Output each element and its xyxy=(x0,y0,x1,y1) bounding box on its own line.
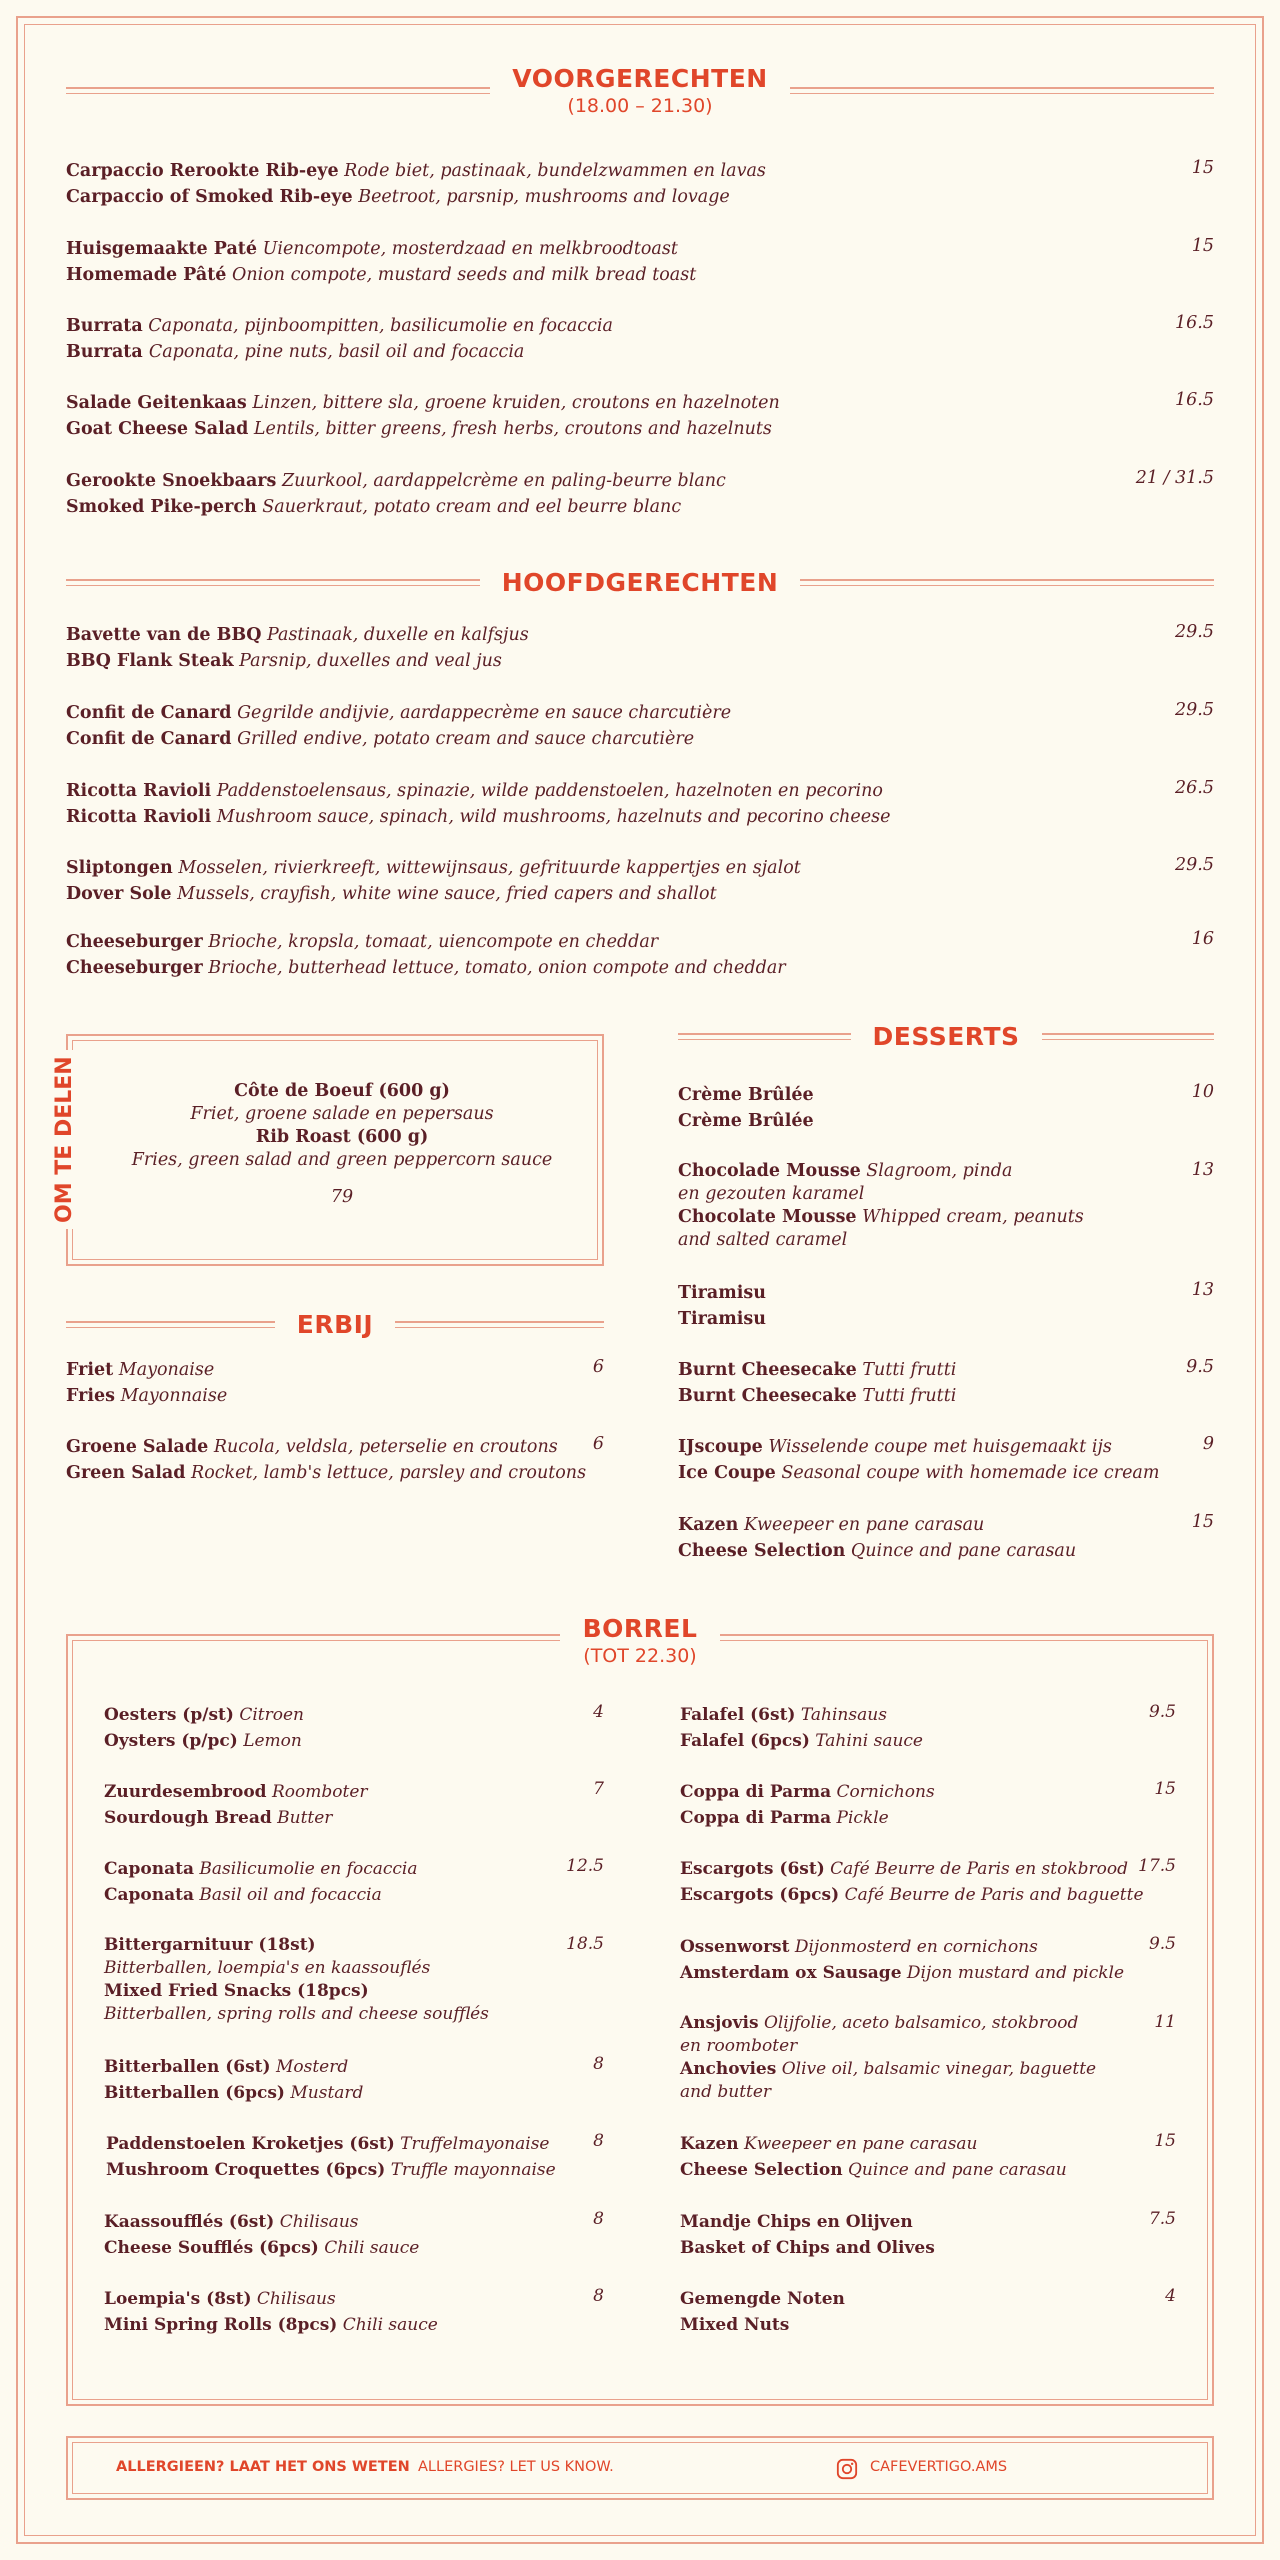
item-price: 16.5 xyxy=(1175,390,1214,410)
item-name-nl: Gemengde Noten xyxy=(680,2289,845,2309)
item-desc-en: Mussels, crayfish, white wine sauce, fried capers and shallot xyxy=(177,884,717,904)
item-desc-nl: Paddenstoelensaus, spinazie, wilde paddenstoelen, hazelnoten en pecorino xyxy=(216,781,883,801)
item-name-nl: Caponata xyxy=(104,1859,195,1879)
item-desc-nl: Wisselende coupe met huisgemaakt ijs xyxy=(768,1437,1112,1457)
item-name-nl: IJscoupe xyxy=(678,1437,763,1457)
item-price: 8 xyxy=(593,2209,604,2229)
item-desc-en: Tahini sauce xyxy=(815,1731,923,1751)
item-price: 6 xyxy=(592,1357,604,1377)
item-desc-nl: Caponata, pijnboompitten, basilicumolie en focaccia xyxy=(148,316,613,336)
item-name-en: Coppa di Parma xyxy=(680,1808,832,1828)
item-name-nl: Burrata xyxy=(66,316,143,336)
item-desc-nl: Chilisaus xyxy=(279,2212,359,2232)
menu-item xyxy=(680,2012,1096,2104)
item-price: 11 xyxy=(1154,2012,1176,2032)
item-price: 15 xyxy=(1154,1779,1176,1799)
menu-item xyxy=(66,390,780,442)
item-name-en: Bitterballen (6pcs) xyxy=(104,2083,285,2103)
item-price: 9.5 xyxy=(1148,1702,1176,1722)
menu-item xyxy=(680,2131,1067,2183)
item-desc-nl: Café Beurre de Paris en stokbrood xyxy=(830,1859,1129,1879)
item-desc-nl: Tahinsaus xyxy=(800,1705,887,1725)
voorgerechten-hours: (18.00 – 21.30) xyxy=(567,95,713,117)
item-name-en: Caponata xyxy=(104,1885,195,1905)
item-desc-en: Dijon mustard and pickle xyxy=(906,1963,1125,1983)
share-desc-en: Fries, green salad and green peppercorn sauce xyxy=(131,1150,553,1170)
item-desc-en: Caponata, pine nuts, basil oil and focaccia xyxy=(148,342,525,362)
item-desc-en: Quince and pane carasau xyxy=(847,2160,1067,2180)
item-name-nl: Zuurdesembrood xyxy=(104,1782,267,1802)
menu-item xyxy=(678,1160,1084,1252)
item-desc-en: Lemon xyxy=(243,1731,302,1751)
item-name-nl: Friet xyxy=(66,1360,114,1380)
item-name-nl: Chocolade Mousse xyxy=(678,1161,861,1181)
item-desc-nl: Uiencompote, mosterdzaad en melkbroodtoast xyxy=(262,239,678,259)
item-name-nl: Loempia's (8st) xyxy=(104,2289,252,2309)
item-name-nl: Sliptongen xyxy=(66,858,173,878)
item-desc-nl: Olijfolie, aceto balsamico, stokbrood xyxy=(763,2013,1079,2033)
desserts-title: DESSERTS xyxy=(872,1022,1020,1051)
menu-item xyxy=(66,929,786,981)
item-name-en: Mini Spring Rolls (8pcs) xyxy=(104,2315,338,2335)
item-desc-en: Sauerkraut, potato cream and eel beurre blanc xyxy=(262,497,682,517)
item-price: 9.5 xyxy=(1186,1357,1214,1377)
menu-item xyxy=(104,1702,304,1754)
voorgerechten-header xyxy=(66,64,1214,117)
item-desc-nl: Basilicumolie en focaccia xyxy=(199,1859,418,1879)
item-name-nl: Groene Salade xyxy=(66,1437,209,1457)
om-te-delen-item xyxy=(112,1080,572,1209)
item-desc-en: Whipped cream, peanuts xyxy=(862,1207,1084,1227)
item-desc-en: Chili sauce xyxy=(342,2315,438,2335)
menu-item xyxy=(66,313,613,365)
item-desc-nl: Rode biet, pastinaak, bundelzwammen en lavas xyxy=(344,161,766,181)
item-desc-en: Beetroot, parsnip, mushrooms and lovage xyxy=(358,187,730,207)
item-price: 10 xyxy=(1191,1082,1214,1102)
item-price: 4 xyxy=(593,1702,604,1722)
menu-item xyxy=(678,1512,1076,1564)
item-price: 16.5 xyxy=(1175,313,1214,333)
menu-item xyxy=(104,1779,368,1831)
share-desc-nl: Friet, groene salade en pepersaus xyxy=(190,1104,494,1124)
item-desc-nl: Cornichons xyxy=(836,1782,935,1802)
item-price: 4 xyxy=(1165,2286,1176,2306)
item-desc-nl: Rucola, veldsla, peterselie en croutons xyxy=(213,1437,558,1457)
item-desc-nl: Truffelmayonaise xyxy=(400,2134,550,2154)
item-price: 12.5 xyxy=(566,1856,604,1876)
share-name-nl: Côte de Boeuf (600 g) xyxy=(234,1081,450,1101)
menu-item xyxy=(66,468,726,520)
item-name-nl: Ansjovis xyxy=(680,2013,759,2033)
item-name-en: Smoked Pike-perch xyxy=(66,497,257,517)
item-desc-nl: Mosterd xyxy=(275,2057,349,2077)
item-name-en: Green Salad xyxy=(66,1463,186,1483)
item-price: 8 xyxy=(593,2131,604,2151)
item-name-nl: Falafel (6st) xyxy=(680,1705,796,1725)
item-name-en: Cheeseburger xyxy=(66,958,203,978)
item-name-nl: Paddenstoelen Kroketjes (6st) xyxy=(106,2134,395,2154)
item-name-en: Mixed Nuts xyxy=(680,2315,790,2335)
item-desc-en-cont: and salted caramel xyxy=(678,1230,848,1250)
menu-item xyxy=(104,1934,489,2026)
item-sub-en: Bitterballen, spring rolls and cheese soufflés xyxy=(104,2004,489,2024)
instagram-icon[interactable] xyxy=(836,2458,858,2480)
item-name-en: Dover Sole xyxy=(66,884,172,904)
item-desc-nl: Gegrilde andijvie, aardappecrème en sauce charcutière xyxy=(237,703,732,723)
item-name-en: Cheese Selection xyxy=(678,1541,846,1561)
item-price: 21 / 31.5 xyxy=(1135,468,1214,488)
menu-item xyxy=(104,2054,363,2106)
item-name-en: Ice Coupe xyxy=(678,1463,776,1483)
menu-item xyxy=(680,1702,923,1754)
share-price: 79 xyxy=(330,1187,354,1207)
menu-item xyxy=(104,2286,438,2338)
item-name-en: Amsterdam ox Sausage xyxy=(680,1963,902,1983)
item-desc-en: Lentils, bitter greens, fresh herbs, croutons and hazelnuts xyxy=(253,419,772,439)
borrel-title: BORREL xyxy=(582,1614,698,1643)
item-desc-nl: Pastinaak, duxelle en kalfsjus xyxy=(267,625,529,645)
header-rule xyxy=(790,87,1214,94)
item-price: 15 xyxy=(1191,1512,1214,1532)
item-name-en: Crème Brûlée xyxy=(678,1111,814,1131)
item-price: 15 xyxy=(1191,158,1214,178)
item-price: 18.5 xyxy=(566,1934,604,1954)
item-name-en: Cheese Selection xyxy=(680,2160,843,2180)
item-name-nl: Bavette van de BBQ xyxy=(66,625,262,645)
menu-item xyxy=(66,855,801,907)
erbij-header xyxy=(66,1310,604,1339)
item-name-en: Oysters (p/pc) xyxy=(104,1731,238,1751)
item-desc-en-cont: and butter xyxy=(680,2082,772,2102)
item-price: 6 xyxy=(592,1434,604,1454)
erbij-title: ERBIJ xyxy=(296,1310,374,1339)
item-desc-nl: Chilisaus xyxy=(256,2289,336,2309)
item-desc-nl: Mosselen, rivierkreeft, wittewijnsaus, gefrituurde kappertjes en sjalot xyxy=(178,858,801,878)
item-desc-en: Parsnip, duxelles and veal jus xyxy=(239,651,502,671)
item-desc-en: Mayonnaise xyxy=(120,1386,228,1406)
item-name-en: BBQ Flank Steak xyxy=(66,651,234,671)
item-name-nl: Gerookte Snoekbaars xyxy=(66,471,277,491)
item-desc-nl: Citroen xyxy=(239,1705,304,1725)
item-name-en: Anchovies xyxy=(680,2059,777,2079)
item-name-en: Cheese Soufflés (6pcs) xyxy=(104,2238,319,2258)
menu-item xyxy=(680,2209,935,2261)
item-name-nl: Coppa di Parma xyxy=(680,1782,832,1802)
om-te-delen-title: OM TE DELEN xyxy=(52,1050,77,1229)
menu-item xyxy=(104,2209,419,2261)
item-desc-nl-cont: en gezouten karamel xyxy=(678,1184,865,1204)
item-desc-nl: Kweepeer en pane carasau xyxy=(744,2134,978,2154)
item-desc-nl: Zuurkool, aardappelcrème en paling-beurre blanc xyxy=(281,471,726,491)
borrel-hours: (TOT 22.30) xyxy=(583,1645,697,1667)
item-desc-en: Rocket, lamb's lettuce, parsley and croutons xyxy=(191,1463,587,1483)
item-desc-en: Chili sauce xyxy=(324,2238,420,2258)
item-desc-en: Brioche, butterhead lettuce, tomato, onion compote and cheddar xyxy=(208,958,786,978)
menu-item xyxy=(678,1082,814,1134)
item-name-nl: Escargots (6st) xyxy=(680,1859,825,1879)
item-desc-en: Basil oil and focaccia xyxy=(199,1885,382,1905)
item-name-nl: Kaassoufflés (6st) xyxy=(104,2212,275,2232)
item-desc-nl: Slagroom, pinda xyxy=(866,1161,1013,1181)
item-desc-nl: Kweepeer en pane carasau xyxy=(743,1515,985,1535)
item-desc-en: Pickle xyxy=(836,1808,889,1828)
item-price: 29.5 xyxy=(1175,622,1214,642)
instagram-handle[interactable]: CAFEVERTIGO.AMS xyxy=(870,2459,1008,2475)
item-desc-nl: Linzen, bittere sla, groene kruiden, croutons en hazelnoten xyxy=(252,393,780,413)
menu-item xyxy=(678,1357,956,1409)
item-price: 13 xyxy=(1191,1280,1214,1300)
desserts-header xyxy=(678,1022,1214,1051)
item-price: 13 xyxy=(1191,1160,1214,1180)
item-desc-en: Butter xyxy=(277,1808,333,1828)
item-name-nl: Tiramisu xyxy=(678,1283,766,1303)
item-desc-en: Onion compote, mustard seeds and milk bread toast xyxy=(232,265,697,285)
borrel-header xyxy=(560,1614,720,1667)
item-name-en: Basket of Chips and Olives xyxy=(680,2238,935,2258)
item-price: 29.5 xyxy=(1175,700,1214,720)
item-price: 29.5 xyxy=(1175,855,1214,875)
menu-item xyxy=(678,1434,1159,1486)
item-desc-nl: Tutti frutti xyxy=(862,1360,957,1380)
item-sub-nl: Bitterballen, loempia's en kaassouflés xyxy=(104,1958,431,1978)
item-price: 16 xyxy=(1191,929,1214,949)
item-name-nl: Kazen xyxy=(678,1515,739,1535)
item-name-en: Confit de Canard xyxy=(66,729,232,749)
header-rule xyxy=(66,1321,275,1328)
header-rule xyxy=(66,579,480,586)
item-desc-nl: Brioche, kropsla, tomaat, uiencompote en cheddar xyxy=(208,932,659,952)
menu-item xyxy=(66,622,529,674)
item-name-nl: Bittergarnituur (18st) xyxy=(104,1935,316,1955)
menu-item xyxy=(66,158,766,210)
header-rule xyxy=(395,1321,604,1328)
item-name-en: Burrata xyxy=(66,342,149,362)
item-name-nl: Burnt Cheesecake xyxy=(678,1360,857,1380)
item-name-en: Chocolate Mousse xyxy=(678,1207,857,1227)
item-desc-en: Café Beurre de Paris and baguette xyxy=(844,1885,1144,1905)
menu-item xyxy=(678,1280,766,1332)
item-name-en: Carpaccio of Smoked Rib-eye xyxy=(66,187,353,207)
voorgerechten-title: VOORGERECHTEN xyxy=(512,64,768,93)
item-name-en: Falafel (6pcs) xyxy=(680,1731,810,1751)
hoofdgerechten-header xyxy=(66,568,1214,597)
hoofdgerechten-title: HOOFDGERECHTEN xyxy=(501,568,779,597)
item-desc-en: Truffle mayonnaise xyxy=(390,2160,556,2180)
allergies-note-en: ALLERGIES? LET US KNOW. xyxy=(418,2459,614,2475)
item-desc-en: Quince and pane carasau xyxy=(850,1541,1077,1561)
item-price: 8 xyxy=(593,2286,604,2306)
item-price: 9.5 xyxy=(1148,1934,1176,1954)
item-name-nl: Bitterballen (6st) xyxy=(104,2057,271,2077)
item-name-nl: Cheeseburger xyxy=(66,932,203,952)
allergies-note-nl: ALLERGIEEN? LAAT HET ONS WETEN xyxy=(116,2459,410,2475)
item-name-en: Mixed Fried Snacks (18pcs) xyxy=(104,1981,369,2001)
menu-item xyxy=(66,700,731,752)
item-desc-en: Olive oil, balsamic vinegar, baguette xyxy=(781,2059,1097,2079)
item-name-en: Ricotta Ravioli xyxy=(66,807,212,827)
item-name-nl: Huisgemaakte Paté xyxy=(66,239,258,259)
item-price: 7 xyxy=(593,1779,604,1799)
item-desc-nl: Mayonaise xyxy=(118,1360,215,1380)
item-price: 8 xyxy=(593,2054,604,2074)
item-name-en: Fries xyxy=(66,1386,115,1406)
item-desc-en: Seasonal coupe with homemade ice cream xyxy=(781,1463,1160,1483)
menu-item xyxy=(66,236,696,288)
item-name-en: Tiramisu xyxy=(678,1309,766,1329)
item-desc-nl: Dijonmosterd en cornichons xyxy=(794,1937,1038,1957)
item-name-nl: Ricotta Ravioli xyxy=(66,781,212,801)
item-price: 17.5 xyxy=(1138,1856,1176,1876)
item-name-en: Homemade Pâté xyxy=(66,265,227,285)
item-name-nl: Oesters (p/st) xyxy=(104,1705,234,1725)
item-price: 9 xyxy=(1202,1434,1214,1454)
header-rule xyxy=(678,1033,851,1040)
item-desc-en: Mustard xyxy=(290,2083,364,2103)
item-name-en: Burnt Cheesecake xyxy=(678,1386,857,1406)
item-desc-en: Grilled endive, potato cream and sauce charcutière xyxy=(237,729,695,749)
menu-item xyxy=(66,778,890,830)
item-name-nl: Salade Geitenkaas xyxy=(66,393,247,413)
item-desc-nl-cont: en roomboter xyxy=(680,2036,798,2056)
item-desc-en: Mushroom sauce, spinach, wild mushrooms, hazelnuts and pecorino cheese xyxy=(216,807,891,827)
item-name-en: Sourdough Bread xyxy=(104,1808,272,1828)
item-name-nl: Ossenworst xyxy=(680,1937,790,1957)
menu-item xyxy=(66,1357,227,1409)
item-name-nl: Mandje Chips en Olijven xyxy=(680,2212,913,2232)
item-name-nl: Confit de Canard xyxy=(66,703,232,723)
item-price: 26.5 xyxy=(1175,778,1214,798)
item-price: 15 xyxy=(1154,2131,1176,2151)
header-rule xyxy=(800,579,1214,586)
menu-item xyxy=(104,1856,417,1908)
item-price: 15 xyxy=(1191,236,1214,256)
share-name-en: Rib Roast (600 g) xyxy=(255,1127,429,1147)
header-rule xyxy=(1042,1033,1215,1040)
item-name-nl: Carpaccio Rerookte Rib-eye xyxy=(66,161,339,181)
item-name-en: Goat Cheese Salad xyxy=(66,419,249,439)
menu-item xyxy=(680,1779,935,1831)
item-desc-en: Tutti frutti xyxy=(862,1386,957,1406)
item-name-nl: Kazen xyxy=(680,2134,739,2154)
item-name-en: Mushroom Croquettes (6pcs) xyxy=(106,2160,386,2180)
item-desc-nl: Roomboter xyxy=(271,1782,368,1802)
item-name-nl: Crème Brûlée xyxy=(678,1085,814,1105)
item-name-en: Escargots (6pcs) xyxy=(680,1885,840,1905)
header-rule xyxy=(66,87,490,94)
item-price: 7.5 xyxy=(1148,2209,1176,2229)
menu-item xyxy=(680,2286,845,2338)
